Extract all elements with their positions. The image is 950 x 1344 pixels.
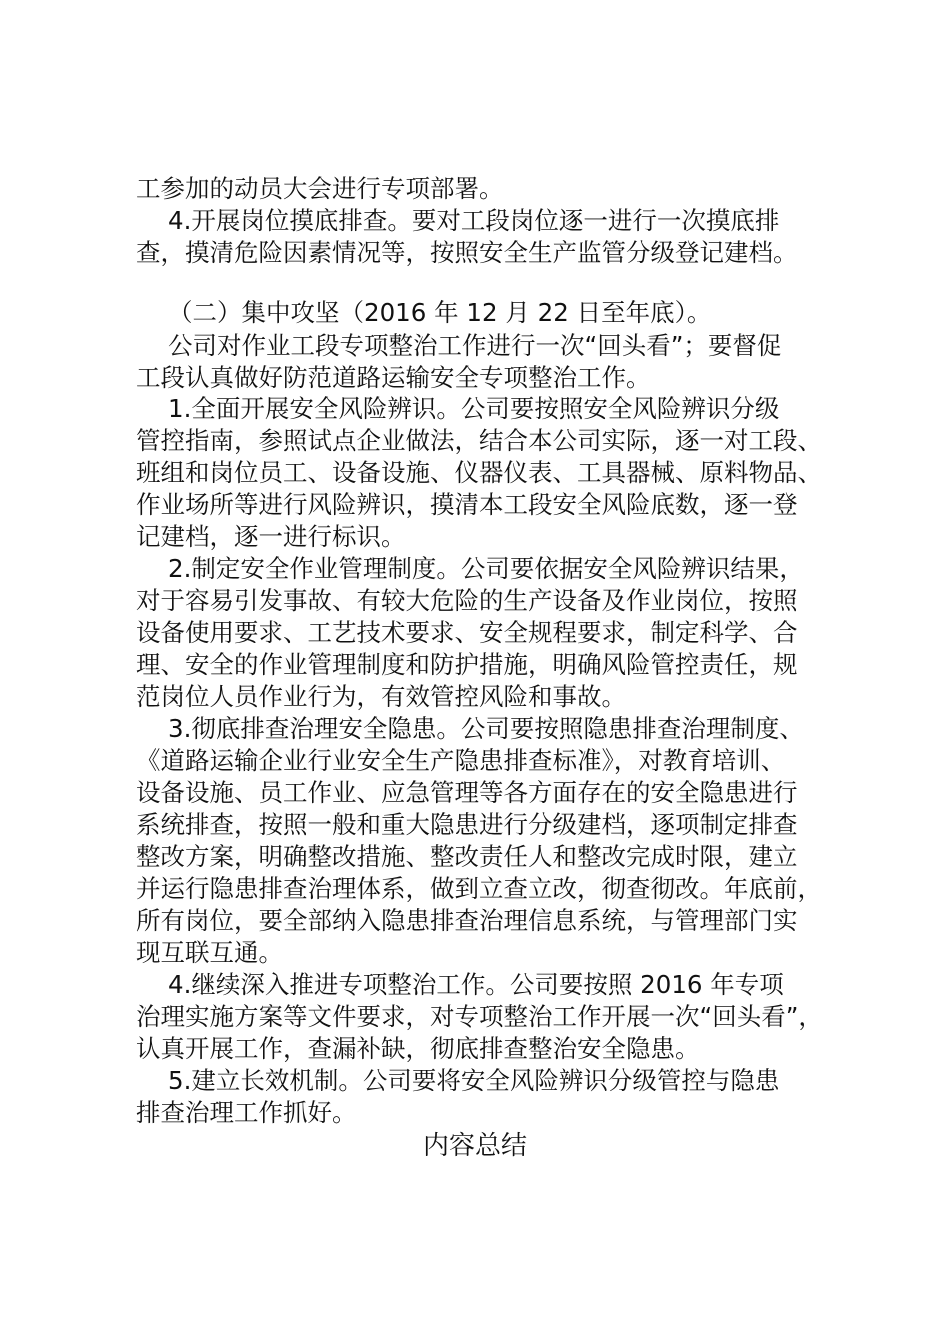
text-line: 整改方案，明确整改措施、整改责任人和整改完成时限，建立 <box>136 842 798 871</box>
text-line: 2.制定安全作业管理制度。公司要依据安全风险辨识结果， <box>168 554 804 583</box>
text-line: 4.继续深入推进专项整治工作。公司要按照 2016 年专项 <box>168 970 784 999</box>
text-line: 作业场所等进行风险辨识，摸清本工段安全风险底数，逐一登 <box>136 490 798 519</box>
text-line: 查，摸清危险因素情况等，按照安全生产监管分级登记建档。 <box>136 238 798 267</box>
text-line: 1.全面开展安全风险辨识。公司要按照安全风险辨识分级 <box>168 394 780 423</box>
section-heading: （二）集中攻坚（2016 年 12 月 22 日至年底）。 <box>168 298 712 327</box>
text-line: 5.建立长效机制。公司要将安全风险辨识分级管控与隐患 <box>168 1066 780 1095</box>
text-line: 理、安全的作业管理制度和防护措施，明确风险管控责任，规 <box>136 650 798 679</box>
text-line: 班组和岗位员工、设备设施、仪器仪表、工具器械、原料物品、 <box>136 458 822 487</box>
text-line: 工参加的动员大会进行专项部署。 <box>136 174 504 203</box>
text-line: 公司对作业工段专项整治工作进行一次“回头看”；要督促 <box>168 331 782 360</box>
text-line: 系统排查，按照一般和重大隐患进行分级建档，逐项制定排查 <box>136 810 798 839</box>
text-line: 认真开展工作，查漏补缺，彻底排查整治安全隐患。 <box>136 1034 700 1063</box>
text-line: 管控指南，参照试点企业做法，结合本公司实际，逐一对工段、 <box>136 426 822 455</box>
text-line: 所有岗位，要全部纳入隐患排查治理信息系统，与管理部门实 <box>136 906 798 935</box>
text-line: 设备使用要求、工艺技术要求、安全规程要求，制定科学、合 <box>136 618 798 647</box>
text-line: 3.彻底排查治理安全隐患。公司要按照隐患排查治理制度、 <box>168 714 804 743</box>
text-line: 4.开展岗位摸底排查。要对工段岗位逐一进行一次摸底排 <box>168 206 780 235</box>
text-line: 《道路运输企业行业安全生产隐患排查标准》，对教育培训、 <box>136 746 786 775</box>
text-line: 治理实施方案等文件要求，对专项整治工作开展一次“回头看”， <box>136 1002 823 1031</box>
text-line: 现互联互通。 <box>136 938 283 967</box>
text-line: 排查治理工作抓好。 <box>136 1098 357 1127</box>
text-line: 并运行隐患排查治理体系，做到立查立改，彻查彻改。年底前， <box>136 874 822 903</box>
text-line: 范岗位人员作业行为，有效管控风险和事故。 <box>136 682 626 711</box>
summary-title: 内容总结 <box>422 1131 527 1161</box>
text-line: 设备设施、员工作业、应急管理等各方面存在的安全隐患进行 <box>136 778 798 807</box>
text-line: 对于容易引发事故、有较大危险的生产设备及作业岗位，按照 <box>136 586 798 615</box>
text-line: 记建档，逐一进行标识。 <box>136 522 406 551</box>
text-line: 工段认真做好防范道路运输安全专项整治工作。 <box>136 363 651 392</box>
